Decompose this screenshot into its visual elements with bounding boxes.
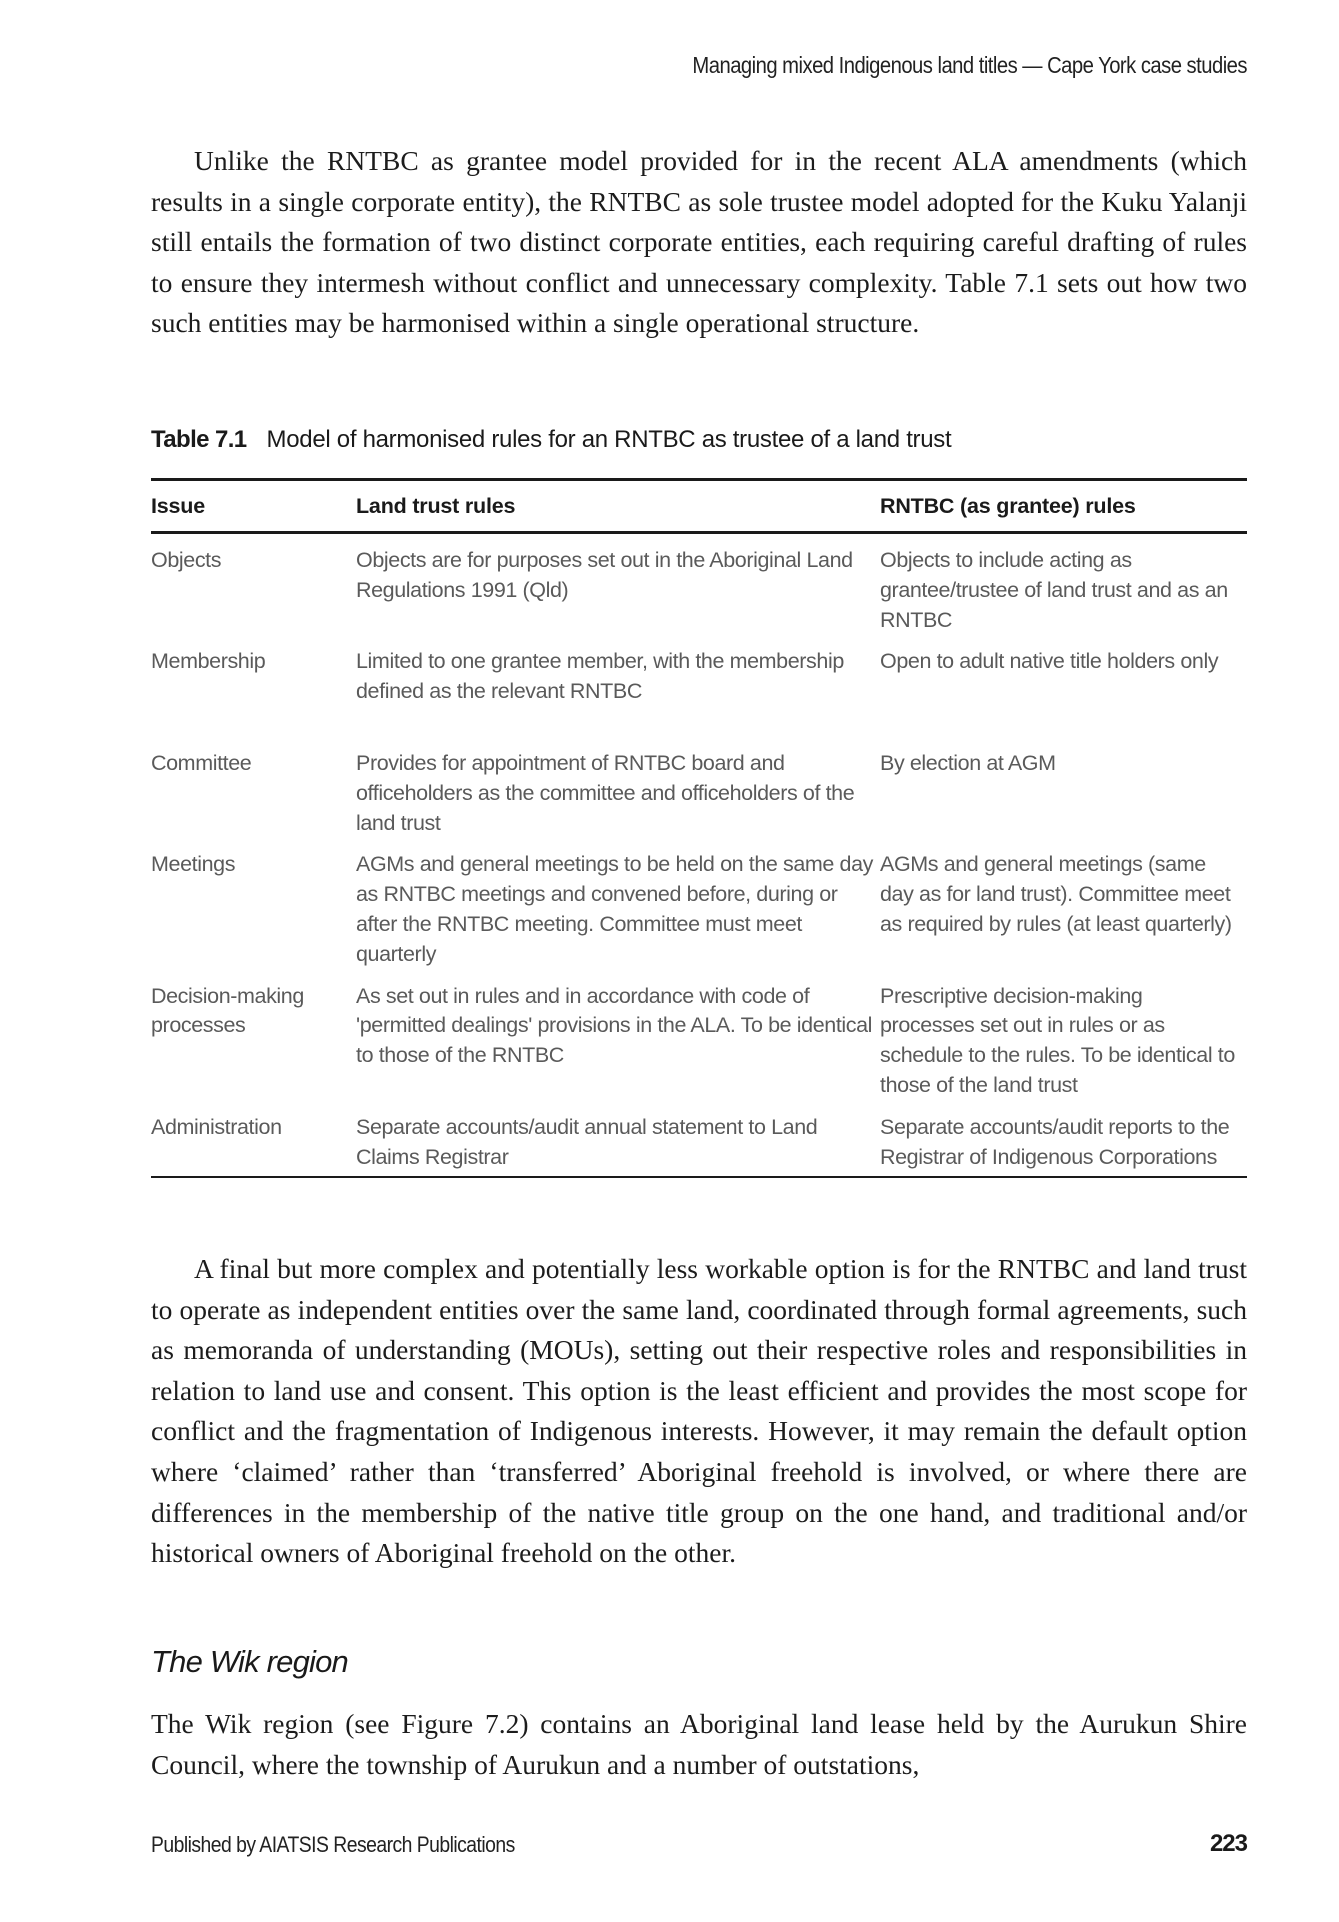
- table-row: [151, 533, 1247, 648]
- cell-rntbc: By election at AGM: [880, 750, 1056, 775]
- cell-issue: Committee: [151, 750, 252, 775]
- cell-rntbc: Prescriptive decision-making processes set out in rules or as schedule to the rules. To be identical to those of the land trust: [880, 983, 1235, 1097]
- cell-issue: Objects: [151, 548, 222, 572]
- footer-publisher: Published by AIATSIS Research Publications: [151, 1832, 515, 1857]
- table-caption: [151, 426, 1247, 454]
- cell-issue: Meetings: [151, 852, 236, 877]
- table-row: [151, 749, 1247, 850]
- cell-land-trust: Provides for appointment of RNTBC board and officeholders as the committee and officeholders of the land trust: [356, 750, 855, 835]
- body-paragraph: Unlike the RNTBC as grantee model provided for in the recent ALA amendments (which results in a single corporate entity), the RNTBC as sole trustee model adopted for the Kuku Yalanji still entails the formation of two distinct corporate entities, each requiring careful drafting of rules to ensure they intermesh without conflict and unnecessary complexity. Table 7.1 sets out how two such entities may be harmonised within a single operational structure.: [151, 145, 1247, 339]
- rules-table-container: [151, 478, 1247, 1178]
- cell-issue: Administration: [151, 1114, 282, 1139]
- column-header-issue: Issue: [151, 494, 205, 518]
- table-caption-text: Model of harmonised rules for an RNTBC as trustee of a land trust: [266, 426, 952, 453]
- cell-rntbc: Open to adult native title holders only: [880, 649, 1219, 674]
- cell-rntbc: AGMs and general meetings (same day as for land trust). Committee meet as required by rules (at least quarterly): [880, 852, 1232, 936]
- body-paragraph: A final but more complex and potentially less workable option is for the RNTBC and land trust to operate as independent entities over the same land, coordinated through formal agreements, such as memoranda of understanding (MOUs), setting out their respective roles and responsibilities in relation to land use and consent. This option is the least efficient and provides the most scope for conflict and the fragmentation of Indigenous interests. However, it may remain the default option where ‘claimed’ rather than ‘transferred’ Aboriginal freehold is involved, or where there are differences in the membership of the native title group on the one hand, and traditional and/or historical owners of Aboriginal freehold on the other.: [151, 1253, 1247, 1569]
- table-row: [151, 982, 1247, 1113]
- table-row: [151, 1113, 1247, 1178]
- cell-rntbc: Objects to include acting as grantee/trustee of land trust and as an RNTBC: [880, 548, 1228, 632]
- cell-land-trust: Limited to one grantee member, with the membership defined as the relevant RNTBC: [356, 649, 844, 704]
- cell-rntbc: Separate accounts/audit reports to the Registrar of Indigenous Corporations: [880, 1114, 1230, 1169]
- table-row: [151, 850, 1247, 981]
- column-header-land-trust-rules: Land trust rules: [356, 494, 516, 518]
- running-head: Managing mixed Indigenous land titles — Cape York case studies: [692, 52, 1247, 78]
- cell-land-trust: As set out in rules and in accordance with code of 'permitted dealings' provisions in the ALA. To be identical to those of the RNTBC: [356, 983, 873, 1068]
- cell-land-trust: AGMs and general meetings to be held on the same day as RNTBC meetings and convened before, during or after the RNTBC meeting. Committee must meet quarterly: [356, 852, 874, 966]
- cell-issue: Membership: [151, 649, 266, 674]
- table-label: Table 7.1: [151, 426, 247, 453]
- rules-table: [151, 478, 1247, 1178]
- page-number: 223: [1209, 1830, 1247, 1857]
- table-row: [151, 647, 1247, 749]
- cell-land-trust: Separate accounts/audit annual statement to Land Claims Registrar: [356, 1114, 818, 1169]
- table-header-row: [151, 480, 1247, 533]
- cell-land-trust: Objects are for purposes set out in the Aboriginal Land Regulations 1991 (Qld): [356, 548, 853, 602]
- body-paragraph: The Wik region (see Figure 7.2) contains an Aboriginal land lease held by the Aurukun Shire Council, where the township of Aurukun and a number of outstations,: [151, 1708, 1247, 1780]
- section-heading: The Wik region: [151, 1644, 348, 1679]
- cell-issue: Decision-making processes: [151, 983, 304, 1038]
- column-header-rntbc-rules: RNTBC (as grantee) rules: [880, 494, 1136, 518]
